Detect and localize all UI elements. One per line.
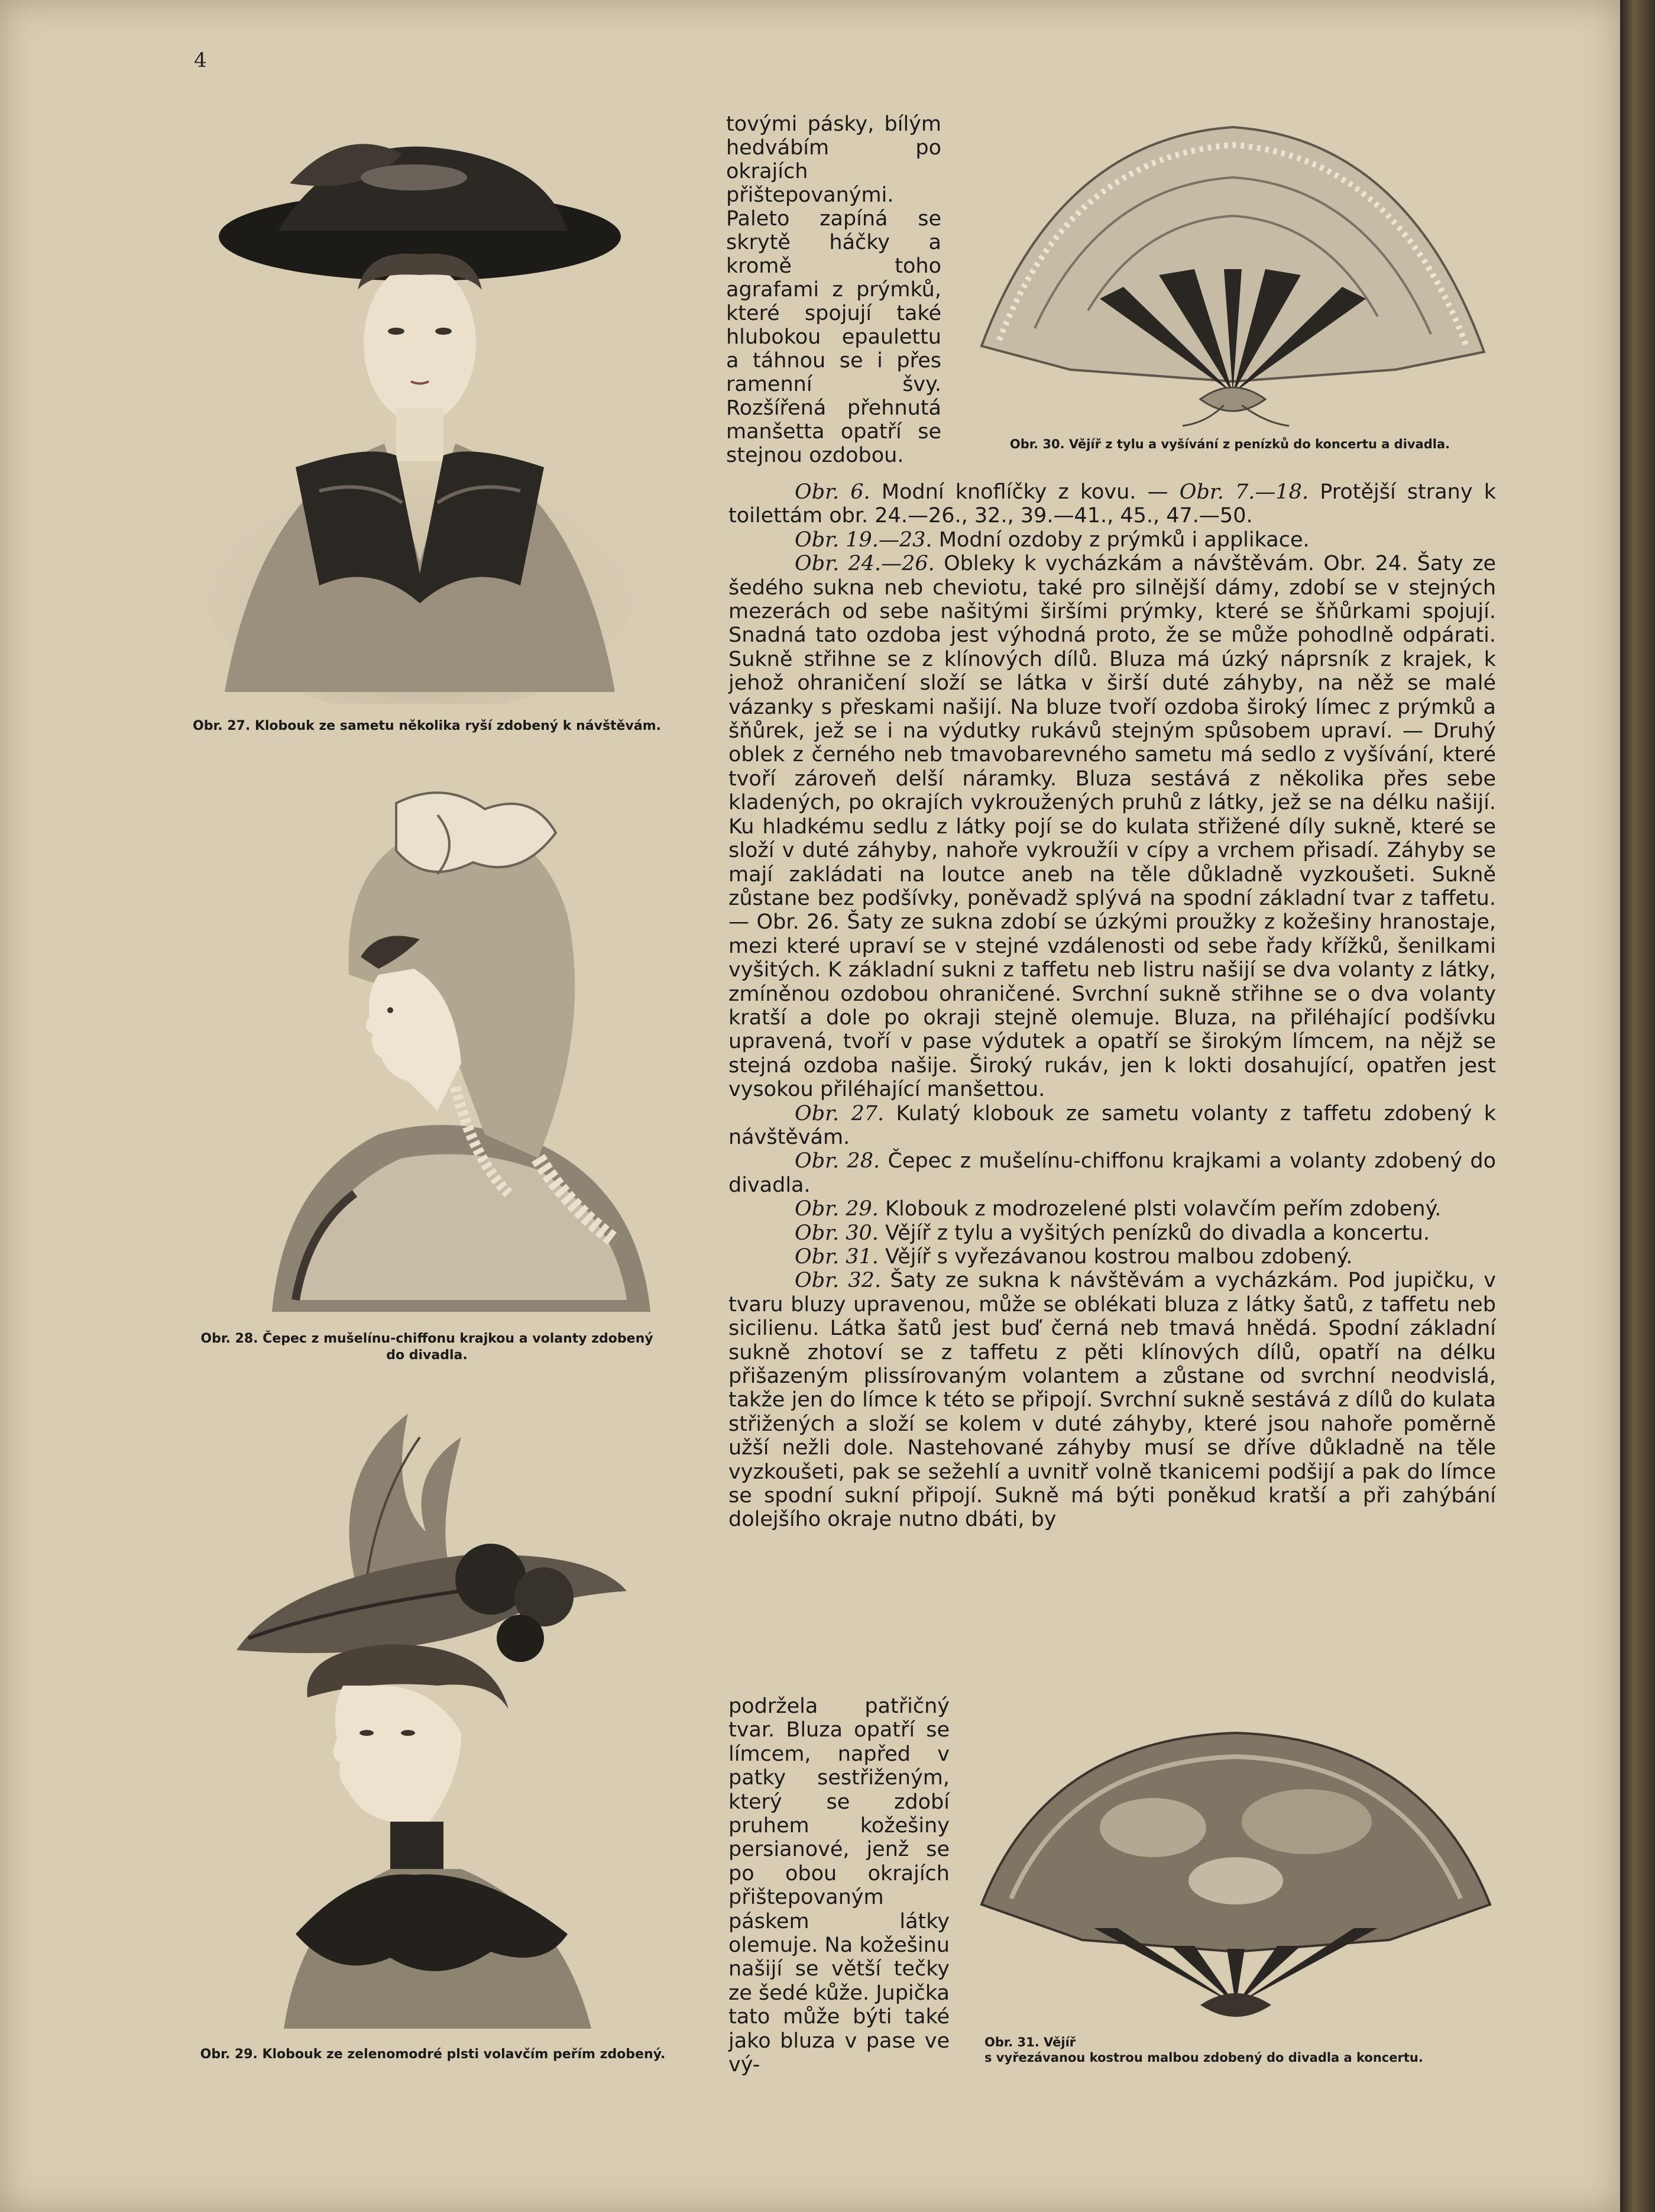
paragraph-continuation-bottom: podržela patřičný tvar. Bluza opatří se límcem, napřed v patky sestřiženým, který se zdobí pruhem kožešiny persianové, jenž se po obou okrajích přištepovaným páskem látky olemuje. Na kožešinu našijí se větší tečky ze šedé kůže. Jupička tato může býti také jako bluza v pase ve vý- — [728, 1694, 950, 2077]
text-column-bottom — [728, 1674, 950, 2098]
figure-29-illustration — [213, 1402, 662, 2035]
figure-28-caption — [190, 1331, 663, 1363]
paragraph-continuation-top: tovými pásky, bílým hedvábím po okrajích přištepovanými. Paleto zapíná se skrytě háčky a kromě toho agrafami z prýmků, které spojují také hlubokou epaulettu a táhnou se i přes ramenní švy. Rozšířená přehnutá manšetta opatří se stejnou ozdobou. — [726, 112, 941, 467]
text-obr-28: Čepec z mušelínu-chiffonu krajkami a volanty zdobený do divadla. — [728, 1149, 1496, 1197]
paragraph-obr-27 — [728, 1102, 1496, 1150]
figure-28-illustration — [260, 780, 662, 1318]
paragraph-obr-19 — [728, 528, 1496, 552]
paragraph-obr-29 — [728, 1197, 1496, 1221]
page-number: 4 — [194, 48, 207, 72]
text-obr-29: Klobouk z modrozelené plsti volavčím peřím zdobený. — [885, 1197, 1442, 1221]
text-obr-31: Vějíř s vyřezávanou kostrou malbou zdobený. — [885, 1245, 1353, 1269]
paragraph-obr-6 — [728, 480, 1496, 528]
figure-30-illustration — [970, 121, 1496, 429]
figure-29-caption: Obr. 29. Klobouk ze zelenomodré plsti volavčím peřím zdobený. — [200, 2047, 666, 2062]
figure-28-caption-line2: do divadla. — [386, 1347, 468, 1363]
text-obr-30: Vějíř z tylu a vyšitých penízků do divadla a koncertu. — [885, 1221, 1430, 1245]
figure-31-illustration — [976, 1727, 1496, 2035]
text-obr-27: Kulatý klobouk ze sametu volanty z taffetu zdobený k návštěvám. — [728, 1101, 1496, 1149]
figure-27-caption: Obr. 27. Klobouk ze sametu několika ryší zdobený k návštěvám. — [193, 719, 661, 733]
figure-31-caption-line2: s vyřezávanou kostrou malbou zdobený do divadla a koncertu. — [984, 2051, 1423, 2065]
paragraph-obr-32 — [728, 1269, 1496, 1531]
text-obr-24: Obleky k vycházkám a návštěvám. Obr. 24. Šaty ze šedého sukna neb cheviotu, také pro silnější dámy, zdobí se v stejných mezerách od sebe našitými širšími prýmky, které se šňůrkami spojují. Snadná tato ozdoba jest výhodná proto, že se může pohodlně odpárati. Sukně střihne se z klínových dílů. Bluza má úzký náprsník z krajek, k jehož ohraničení složí se látka v širší duté záhyby, na něž se malé vázanky s přeskami našijí. Na bluze tvoří ozdoba široký límec z prýmků a šňůrek, jež se i na výdutky rukávů stejným spůsobem upraví. — Druhý oblek z černého neb tmavobarevného sametu má sedlo z vyšívání, které tvoří zároveň delší náramky. Bluza sestává z několika přes sebe kladených, po okrajích vykroužených pruhů z látky, jež se na délku našijí. Ku hladkému sedlu z látky pojí se do kulata střižené díly sukně, které se složí v duté záhyby, nahoře vykroužíi v cípy a vrchem přisadí. Záhyby se mají zakládati na loutce aneb na těle důkladně vyzkoušeti. Sukně zůstane bez podšívky, poněvadž splývá na spodní základní tvar z taffetu. — Obr. 26. Šaty ze sukna zdobí se úzkými proužky z kožešiny hranostaje, mezi které upraví se v stejné vzdálenosti od sebe řady křížků, šenilkami vyšitých. K základní sukni z taffetu neb listru našijí se dva volanty z látky, zmíněnou ozdobou ohraničené. Svrchní sukně střihne se o dva volanty kratší a dole po okraji stejně olemuje. Bluza, na přiléhající podšívku upravená, tvoří v pase výdutek a opatří se širokým límcem, na nějž se stejná ozdoba našije. Široký rukáv, jen k lokti dosahující, opatřen jest vysokou přiléhající manšettou. — [728, 552, 1496, 1102]
figure-31-caption-line1: Obr. 31. Vějíř — [984, 2035, 1076, 2049]
paragraph-obr-24 — [728, 552, 1496, 1101]
figure-27-illustration — [189, 112, 650, 704]
figure-30-caption: Obr. 30. Vějíř z tylu a vyšívání z penízků do koncertu a divadla. — [1009, 437, 1450, 451]
label-obr-24: Obr. 24.—26. — [795, 552, 935, 576]
text-obr-7: Protější strany k toilettám obr. 24.—26., 32., 39.—41., 45., 47.—50. — [728, 480, 1496, 528]
text-obr-6: Modní knoflíčky z kovu. — — [881, 480, 1168, 504]
text-obr-32: Šaty ze sukna k návštěvám a vycházkám. Pod jupičku, v tvaru bluzy upravenou, může se oblékati bluza z látky šatů, z taffetu neb sicilienu. Látka šatů jest buď černá neb tmavá hnědá. Spodní základní sukně zhotoví se z taffetu z pěti klínových dílů, opatří na délku přišazeným plissírovaným volantem a zůstane od svrchní neodvislá, takže jen do límce k této se připojí. Svrchní sukně sestává z dílů do kulata střižených a složí se kolem v duté záhyby, které jsou nahoře poměrně užší nežli dole. Nastehované záhyby musí se dříve důkladně na těle vyzkoušeti, pak se sežehlí a uvnitř volně tkanicemi podšijí a pak do límce se spodní sukní připojí. Sukně má býti poněkud kratší a při zahýbání dolejšího okraje nutno dbáti, by — [728, 1269, 1496, 1532]
label-obr-29: Obr. 29. — [795, 1197, 879, 1221]
text-column-top — [726, 112, 941, 467]
label-obr-6: Obr. 6. — [795, 480, 870, 504]
label-obr-7: Obr. 7.—18. — [1179, 480, 1309, 504]
figure-28-caption-line1: Obr. 28. Čepec z mušelínu-chiffonu krajkou a volanty zdobený — [200, 1331, 653, 1346]
figure-31-caption — [984, 2035, 1505, 2066]
label-obr-28: Obr. 28. — [795, 1149, 880, 1173]
text-column-main — [728, 480, 1496, 1532]
paragraph-obr-30 — [728, 1221, 1496, 1245]
label-obr-27: Obr. 27. — [795, 1101, 885, 1126]
label-obr-19: Obr. 19.—23. — [795, 528, 932, 552]
label-obr-30: Obr. 30. — [795, 1221, 879, 1245]
book-spine — [1620, 0, 1655, 2212]
label-obr-32: Obr. 32. — [795, 1269, 882, 1293]
paragraph-obr-31 — [728, 1245, 1496, 1269]
paragraph-obr-28 — [728, 1149, 1496, 1197]
text-obr-19: Modní ozdoby z prýmků i applikace. — [938, 528, 1310, 552]
label-obr-31: Obr. 31. — [795, 1245, 879, 1269]
